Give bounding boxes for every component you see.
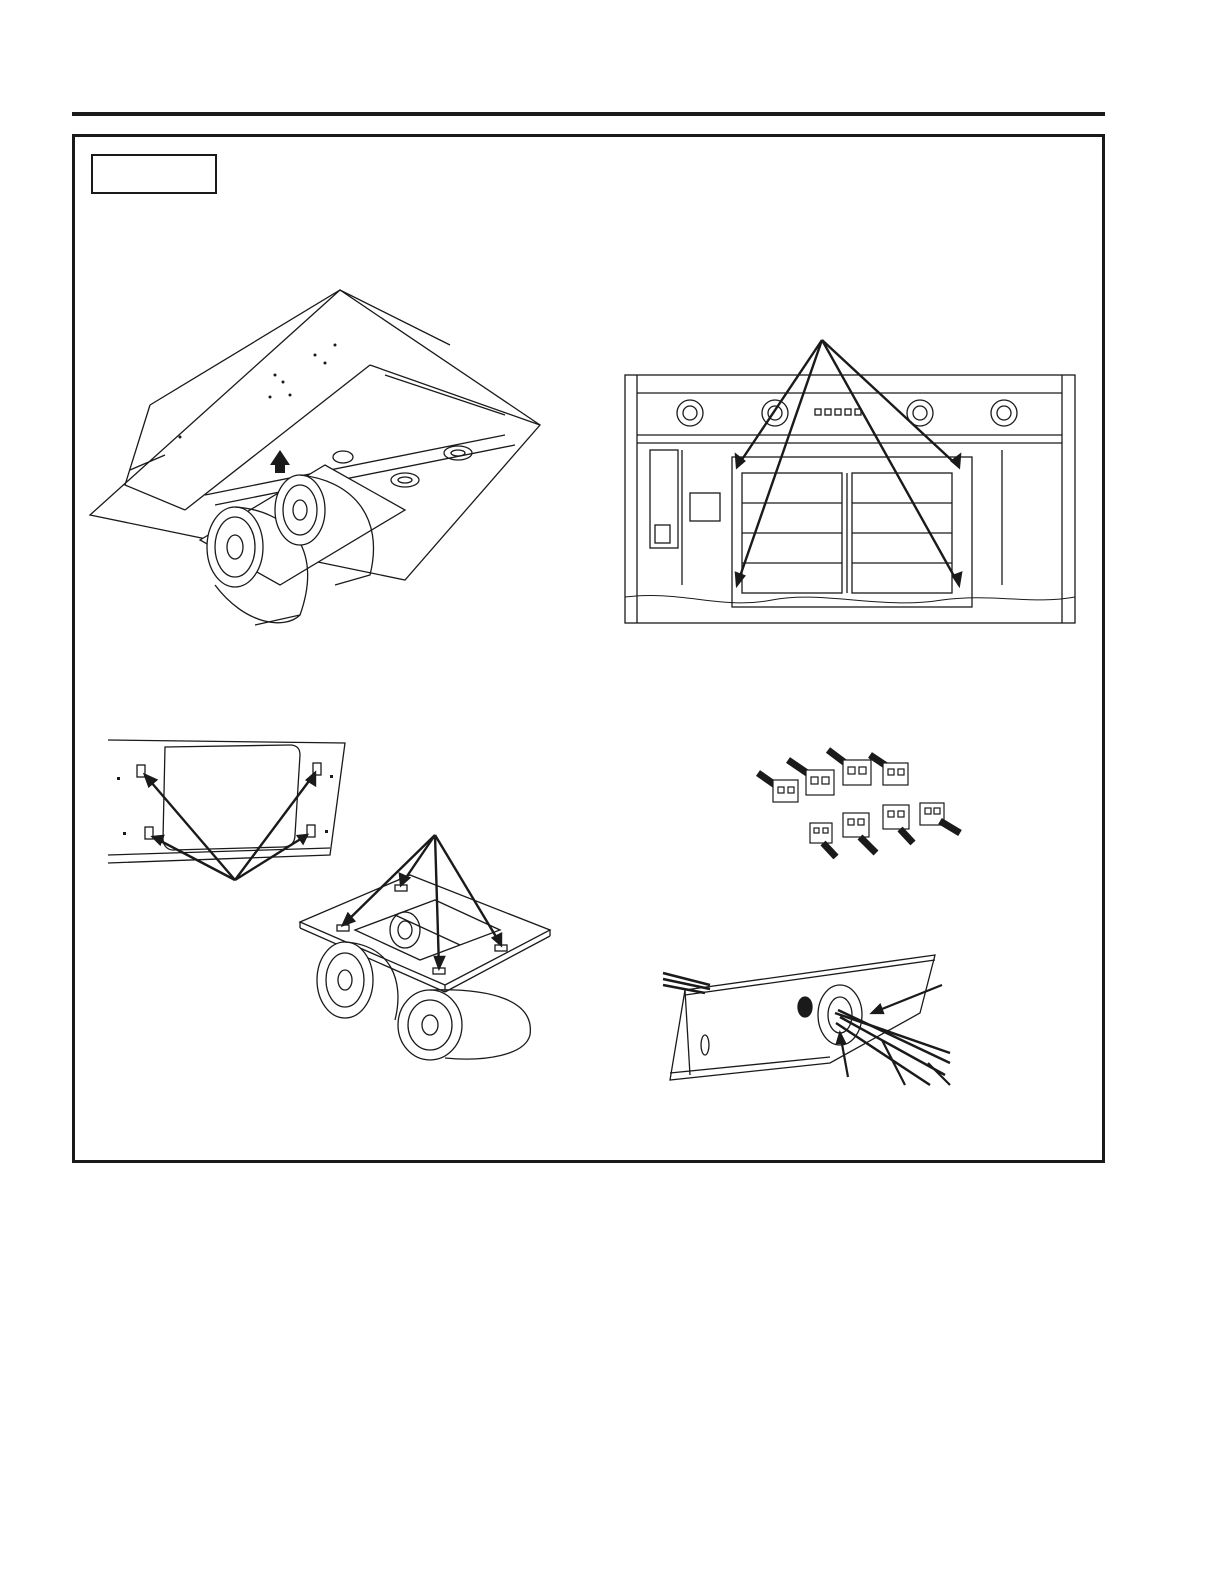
wire-connector-icon	[883, 805, 913, 843]
wire-connector-icon	[843, 813, 876, 853]
header-rule	[72, 112, 1105, 116]
figure-wire-grommet	[660, 945, 960, 1093]
blower-fan-icon	[398, 990, 530, 1060]
step-label-box	[91, 154, 217, 194]
wire-connector-icon	[920, 803, 960, 833]
figure-wire-connectors	[748, 745, 978, 870]
wire-connector-icon	[810, 823, 836, 857]
figure-blower-plate-tabs	[295, 830, 560, 1065]
wire-connector-icon	[870, 755, 908, 785]
figure-hood-underside	[622, 335, 1080, 627]
wire-connector-icon	[758, 773, 798, 802]
figure-blower-insertion	[85, 285, 555, 635]
